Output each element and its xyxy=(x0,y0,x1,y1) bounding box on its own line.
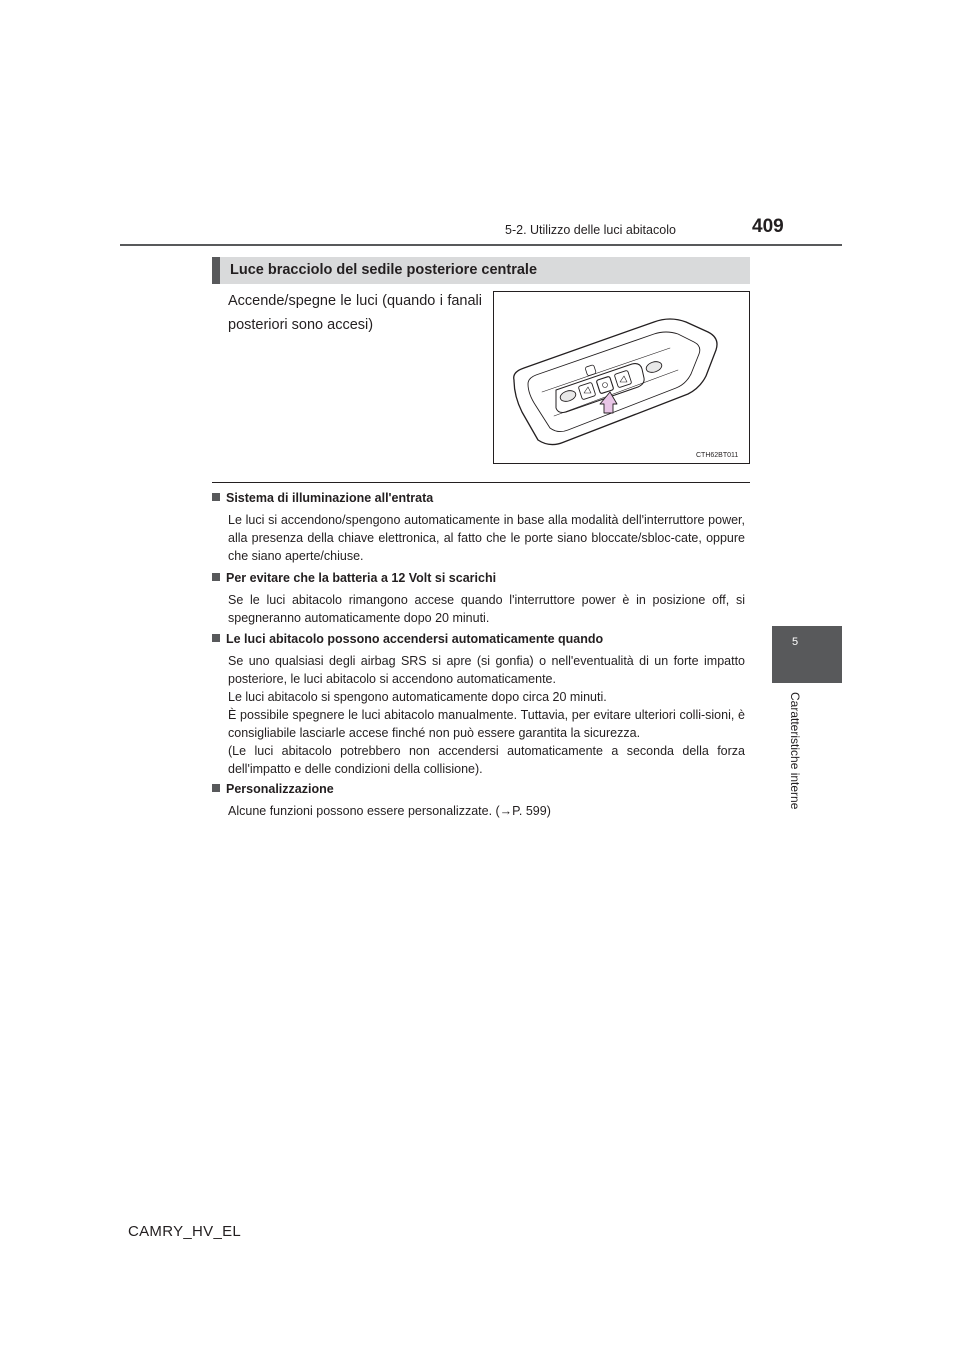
note-automatic-activation xyxy=(212,630,745,778)
note-title: Per evitare che la batteria a 12 Volt si scarichi xyxy=(226,571,497,585)
note-title: Sistema di illuminazione all'entrata xyxy=(226,491,434,505)
note-customization xyxy=(212,780,745,820)
chapter-number: 5 xyxy=(791,636,799,648)
note-paragraph: Alcune funzioni possono essere personalizzate. (→P. 599) xyxy=(228,804,551,818)
bullet-square-icon xyxy=(212,634,220,642)
note-battery-saver xyxy=(212,569,745,627)
chapter-title: Caratteristiche interne xyxy=(788,692,802,810)
note-paragraph: Le luci si accendono/spengono automaticamente in base alla modalità dell'interruttore power, alla presenza della chiave elettronica, al fatto che le porte siano bloccate/sbloc-cate, oppure che siano aperte/chiuse. xyxy=(228,513,745,563)
note-title: Le luci abitacolo possono accendersi automaticamente quando xyxy=(226,632,604,646)
armrest-light-illustration xyxy=(493,291,750,464)
note-paragraph: Se uno qualsiasi degli airbag SRS si apre (si gonfia) o nell'eventualità di un forte impatto posteriore, le luci abitacolo si accendono automaticamente. xyxy=(228,654,745,686)
bullet-square-icon xyxy=(212,573,220,581)
armrest-light-drawing xyxy=(494,292,749,463)
bullet-square-icon xyxy=(212,784,220,792)
note-title: Personalizzazione xyxy=(226,782,334,796)
bullet-square-icon xyxy=(212,493,220,501)
note-paragraph: Le luci abitacolo si spengono automaticamente dopo circa 20 minuti. xyxy=(228,690,607,704)
header-section-title: 5-2. Utilizzo delle luci abitacolo xyxy=(505,223,676,237)
note-entrance-lighting xyxy=(212,489,745,565)
section-separator xyxy=(212,482,750,483)
note-paragraph: Se le luci abitacolo rimangono accese quando l'interruttore power è in posizione off, si spegneranno automaticamente dopo 20 minuti. xyxy=(228,593,745,625)
model-code: CAMRY_HV_EL xyxy=(128,1223,242,1240)
note-paragraph: (Le luci abitacolo potrebbero non accendersi automaticamente a seconda della forza dell'impatto e delle condizioni della collisione). xyxy=(228,744,745,776)
header-divider xyxy=(120,244,842,246)
chapter-tab xyxy=(772,626,842,683)
section-title: Luce bracciolo del sedile posteriore centrale xyxy=(212,257,750,284)
section-intro: Accende/spegne le luci (quando i fanali posteriori sono accesi) xyxy=(228,293,482,333)
page-number: 409 xyxy=(752,216,784,237)
figure-code: CTH62BT011 xyxy=(696,452,739,459)
note-paragraph: È possibile spegnere le luci abitacolo manualmente. Tuttavia, per evitare ulteriori colli-sioni, è consigliabile lasciarle accese finché non può essere garantita la sicurezza. xyxy=(228,708,745,740)
